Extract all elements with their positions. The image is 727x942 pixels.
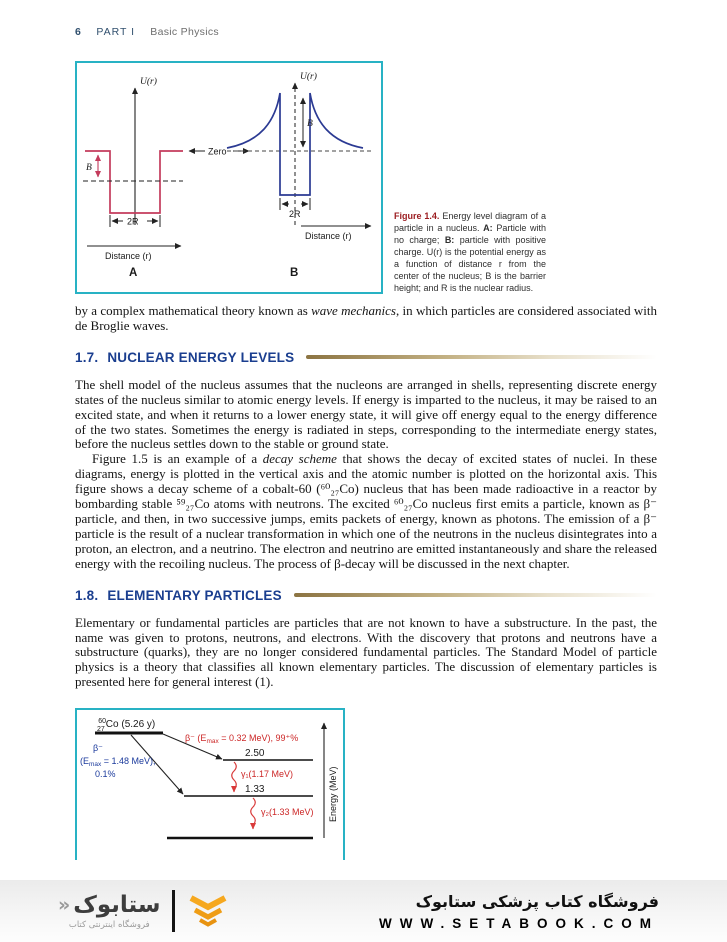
b-barrier-label: B xyxy=(307,119,313,129)
chapter-title: Basic Physics xyxy=(150,26,219,38)
energy-levels xyxy=(167,748,313,838)
caption-text-3: particle with positive charge. U(r) is the potential energy as a function of distance r from the center of the nucleus; B is the barrier height; and R is the nuclear radius. xyxy=(394,235,547,293)
section-title: ELEMENTARY PARTICLES xyxy=(107,587,282,603)
footer-brand-left xyxy=(58,890,230,932)
beta1-energy: ($E_{max} = 1.48$ MeV), xyxy=(80,756,156,769)
brand-name: ستابوک xyxy=(73,892,161,918)
logo-chevron-3 xyxy=(200,920,216,925)
b-2r-label: 2R xyxy=(289,209,301,219)
store-title: فروشگاه کتاب پزشکی ستابوک xyxy=(415,891,659,911)
intro-text-1: by a complex mathematical theory known as xyxy=(75,303,312,318)
gamma2-arrow xyxy=(251,798,256,829)
brand-subtitle: فروشگاه اینترنتی کتاب xyxy=(68,920,150,930)
energy-axis xyxy=(324,723,338,838)
beta1-symbol: β⁻ xyxy=(93,743,103,754)
gamma1-arrow xyxy=(232,762,237,792)
website-url: WWW.SETABOOK.COM xyxy=(379,915,659,931)
section-number: 1.7. xyxy=(75,349,99,365)
figure-1-4-caption xyxy=(394,210,546,294)
setabook-logo-icon xyxy=(186,891,230,931)
caption-a: A: xyxy=(483,223,493,233)
running-head xyxy=(75,26,657,38)
beta2-label: β⁻ ($E_{max} = 0.32$ MeV), 99⁺% xyxy=(185,733,299,746)
gamma2-label: γ₂(1.33 MeV) xyxy=(261,807,314,818)
part-label: PART I xyxy=(96,26,136,38)
decay-text-2: that shows the decay of excited states of nuclei. In these diagrams, energy is plotted in the vertical axis and the atomic number is plotted on the horizontal axis. This figure shows a decay scheme of a cobalt-60 (⁶⁰₂₇Co) nucleus that has been made radioactive in a reactor by bombarding stable ⁵⁹₂₇Co atoms with neutrons. The excited ⁶⁰₂₇Co nucleus first emits a particle, known as β⁻ particle, and then, in two successive jumps, emits packets of energy, known as photons. The emission of a β⁻ particle is the result of a nuclear transformation in which one of the neutrons in the nucleus disintegrates into a proton, an electron, and a neutrino. The electron and neutrino are emitted instantaneously and share the released energy with the recoiling nucleus. The process of β-decay will be discussed in the next chapter. xyxy=(75,451,658,571)
beta-transitions xyxy=(80,733,298,794)
caption-text-2: Particle with no charge; xyxy=(394,223,546,245)
a-2r-label: 2R xyxy=(127,216,139,227)
section-heading-1-8 xyxy=(75,588,657,603)
diagram-b xyxy=(227,71,371,279)
a-axis-label: U(r) xyxy=(140,77,157,87)
chevron-mark-icon: « xyxy=(58,894,71,916)
decay-scheme-emphasis: decay scheme xyxy=(262,451,337,467)
footer-divider xyxy=(172,890,175,932)
figure-1-5-decay-scheme xyxy=(77,710,343,858)
footer-brand-right xyxy=(379,892,659,931)
setabook-footer xyxy=(0,880,727,942)
b-distance-label: Distance (r) xyxy=(305,231,352,241)
figure-caption-label: Figure 1.4. xyxy=(394,211,440,221)
level-1-33-label: 1.33 xyxy=(245,784,265,796)
brand-row xyxy=(58,892,161,918)
decay-text-1: Figure 1.5 is an example of a xyxy=(92,451,263,467)
a-barrier-label: B xyxy=(86,163,92,173)
b-axis-label: U(r) xyxy=(300,72,317,82)
a-square-well xyxy=(85,151,183,213)
parent-nuclide xyxy=(95,718,163,733)
intro-text-2: , in which particles are considered associated with de Broglie waves. xyxy=(75,303,657,333)
caption-text-1: Energy level diagram of a particle in a nucleus. xyxy=(394,211,546,233)
heading-rule xyxy=(306,355,657,359)
a-panel-label: A xyxy=(129,267,138,279)
figure-1-4-diagram xyxy=(77,63,381,292)
gamma1-label: γ₁(1.17 MeV) xyxy=(241,769,294,780)
logo-chevron-2 xyxy=(195,910,221,917)
diagram-a xyxy=(83,76,183,279)
intro-emphasis: wave mechanics xyxy=(311,303,396,318)
paragraph-decay-scheme xyxy=(75,452,657,571)
parent-isotope-label: $^{60}$ 27Co (5.26 y) xyxy=(97,718,156,734)
logo-chevron-1 xyxy=(191,898,225,907)
figure-1-4 xyxy=(75,61,657,294)
energy-axis-label: Energy (MeV) xyxy=(328,766,338,823)
figure-1-5-frame xyxy=(75,708,345,860)
paragraph-intro xyxy=(75,304,657,334)
level-2-50-label: 2.50 xyxy=(245,748,265,760)
b-panel-label: B xyxy=(290,267,299,279)
paragraph-shell-model: The shell model of the nucleus assumes that the nucleons are arranged in shells, representing discrete energy states of the nucleus similar to atomic energy levels. If energy is imparted to the nucleus, it may be raised to an excited state, and when it returns to a lower energy state, it will give off energy equal to the energy difference of the two states. Sometimes the energy is radiated in steps, corresponding to the intermediate energy states, before the nucleus settles down to the stable or ground state. xyxy=(75,376,657,452)
brand-text-block xyxy=(58,892,161,930)
page-number: 6 xyxy=(75,26,82,38)
heading-rule xyxy=(294,593,657,597)
section-heading-1-7 xyxy=(75,350,657,365)
zero-level xyxy=(189,147,249,157)
zero-label: Zero xyxy=(208,146,227,157)
figure-1-4-frame xyxy=(75,61,383,294)
caption-b: B: xyxy=(444,235,455,245)
beta1-percent: 0.1% xyxy=(95,769,116,780)
section-number: 1.8. xyxy=(75,587,99,603)
paragraph-elementary-particles: Elementary or fundamental particles are particles that are not known to have a substructure. In the past, the name was given to protons, neutrons, and electrons. With the discovery that protons and neutrons have a substructure (quarks), they are no longer considered fundamental particles. The Standard Model of particle physics is a theory that classifies all known elementary particles. The discussion of elementary particles is presented here for general interest (1). xyxy=(75,614,657,690)
section-title: NUCLEAR ENERGY LEVELS xyxy=(107,349,295,365)
a-distance-label: Distance (r) xyxy=(105,251,152,261)
